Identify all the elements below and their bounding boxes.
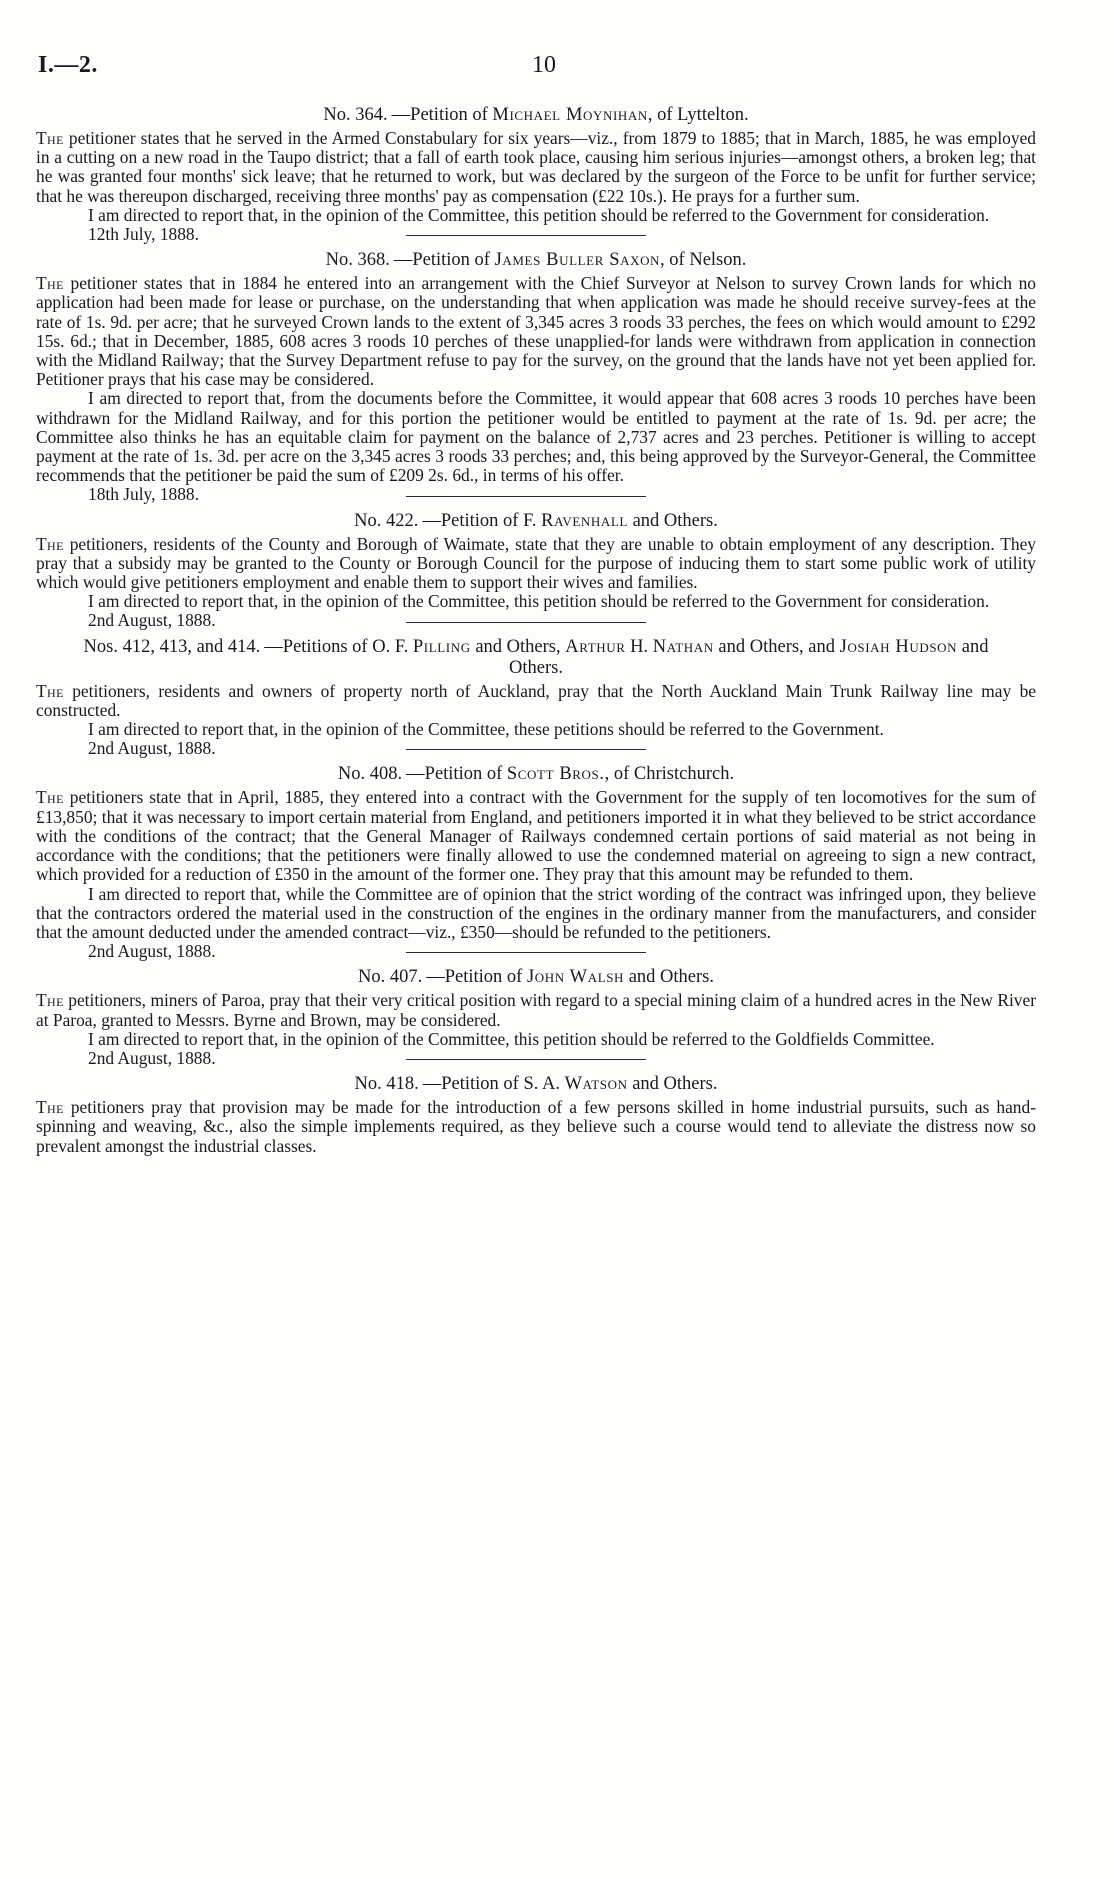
report-date: 2nd August, 1888.	[88, 738, 216, 759]
petition-section	[36, 764, 1036, 962]
page-number: 10	[532, 52, 556, 78]
petition-section	[36, 510, 1036, 631]
section-divider	[406, 496, 646, 497]
petition-section	[36, 967, 1036, 1068]
petition-title: No. 418. —Petition of S. A. Watson and Others.	[354, 1074, 718, 1095]
paper-reference: I.—2.	[38, 52, 98, 78]
committee-report: I am directed to report that, in the opinion of the Committee, these petitions should be referred to the Government.	[88, 719, 884, 740]
committee-report: I am directed to report that, in the opinion of the Committee, this petition should be referred to the Government for consideration.	[88, 591, 990, 612]
report-date: 18th July, 1888.	[88, 484, 199, 505]
petition-title: No. 368. —Petition of James Buller Saxon, of Nelson.	[325, 250, 747, 271]
report-date: 2nd August, 1888.	[88, 941, 216, 962]
petition-statement: The petitioners pray that provision may be made for the introduction of a few persons skilled in home industrial pursuits, such as hand-spinning and weaving, &c., also the simple implements required, as they believe such a course would tend to alleviate the distress now so prevalent amongst the industrial classes.	[36, 1097, 1036, 1156]
report-date: 2nd August, 1888.	[88, 1047, 216, 1068]
petition-title: No. 422. —Petition of F. Ravenhall and Others.	[354, 510, 718, 531]
committee-report: I am directed to report that, in the opinion of the Committee, this petition should be referred to the Goldfields Committee.	[88, 1028, 935, 1049]
petition-title: No. 364. —Petition of Michael Moynihan, of Lyttelton.	[323, 105, 749, 125]
section-divider	[406, 622, 646, 623]
committee-report: I am directed to report that, in the opinion of the Committee, this petition should be referred to the Government for consideration.	[88, 204, 990, 225]
petition-statement: The petitioner states that he served in the Armed Constabulary for six years—viz., from 1879 to 1885; that in March, 1885, he was employed in a cutting on a new road in the Taupo district; that a fall of earth took place, causing him serious injuries—amongst others, a broken leg; that he was granted four months' sick leave; that he returned to work, but was declared by the surgeon of the Force to be unfit for further service; that he was thereupon discharged, receiving three months' pay as compensation (£22 10s.). He prays for a further sum.	[36, 128, 1036, 206]
report-date: 2nd August, 1888.	[88, 610, 216, 631]
section-divider	[406, 1059, 646, 1060]
petition-title: No. 407. —Petition of John Walsh and Others.	[358, 967, 714, 988]
section-divider	[406, 952, 646, 953]
page-header	[38, 52, 1074, 92]
petition-statement: The petitioners, miners of Paroa, pray that their very critical position with regard to a special mining claim of a hundred acres in the New River at Paroa, granted to Messrs. Byrne and Brown, may be considered.	[36, 990, 1036, 1030]
petition-title: Nos. 412, 413, and 414. —Petitions of O. F. Pilling and Others, Arthur H. Nathan and Others, and Josiah Hudson and Others.	[83, 636, 989, 678]
committee-report: I am directed to report that, while the Committee are of opinion that the strict wording of the contract was infringed upon, they believe that the contractors ordered the material used in the construction of the engines in the ordinary manner from the manufacturers, and consider that the amount deducted under the amended contract—viz., £350—should be refunded to the petitioners.	[36, 883, 1036, 942]
petition-statement: The petitioners state that in April, 1885, they entered into a contract with the Government for the supply of ten locomotives for the sum of £13,850; that it was necessary to import certain material from England, and petitioners imported it in what they believed to be strict accordance with the conditions of the contract; that the General Manager of Railways condemned certain portions of said material as not being in accordance with the conditions; that the petitioners were finally allowed to use the condemned material on agreeing to sign a new contract, which provided for a reduction of £350 in the amount of the former one. They pray that this amount may be refunded to them.	[36, 787, 1036, 885]
petition-section	[36, 250, 1036, 505]
document-body	[36, 105, 1036, 1156]
report-date: 12th July, 1888.	[88, 224, 199, 245]
petition-statement: The petitioners, residents of the County and Borough of Waimate, state that they are unable to obtain employment of any description. They pray that a subsidy may be granted to the County or Borough Council for the purpose of inducing them to start some public work of utility which would give petitioners employment and enable them to support their wives and families.	[36, 533, 1036, 593]
petition-section	[36, 105, 1036, 245]
petition-title: No. 408. —Petition of Scott Bros., of Christchurch.	[337, 764, 735, 785]
petition-section	[36, 1074, 1036, 1156]
section-divider	[406, 235, 646, 236]
committee-report: I am directed to report that, from the documents before the Committee, it would appear that 608 acres 3 roods 10 perches have been withdrawn for the Midland Railway, and for this portion the petitioner would be entitled to payment at the rate of 1s. 9d. per acre; the Committee also thinks he has an equitable claim for payment on the balance of 2,737 acres and 23 perches. Petitioner is willing to accept payment at the rate of 1s. 3d. per acre on the 3,345 acres 3 roods 33 perches; and, this being approved by the Surveyor-General, the Committee recommends that the petitioner be paid the sum of £209 2s. 6d., in terms of his offer.	[36, 388, 1036, 486]
petition-statement: The petitioners, residents and owners of property north of Auckland, pray that the North Auckland Main Trunk Railway line may be constructed.	[36, 680, 1036, 720]
petition-statement: The petitioner states that in 1884 he entered into an arrangement with the Chief Surveyor at Nelson to survey Crown lands for which no application had been made for lease or purchase, on the understanding that when application was made he should receive survey-fees at the rate of 1s. 9d. per acre; that he surveyed Crown lands to the extent of 3,345 acres 3 roods 33 perches, the fees on which would amount to £292 15s. 6d.; that in December, 1885, 608 acres 3 roods 10 perches of these unapplied-for lands were withdrawn from application in connection with the Midland Railway; that the Survey Department refuse to pay for the survey, on the ground that the lands have not yet been applied for. Petitioner prays that his case may be considered.	[36, 273, 1036, 390]
petition-section	[36, 636, 1036, 759]
section-divider	[406, 749, 646, 750]
